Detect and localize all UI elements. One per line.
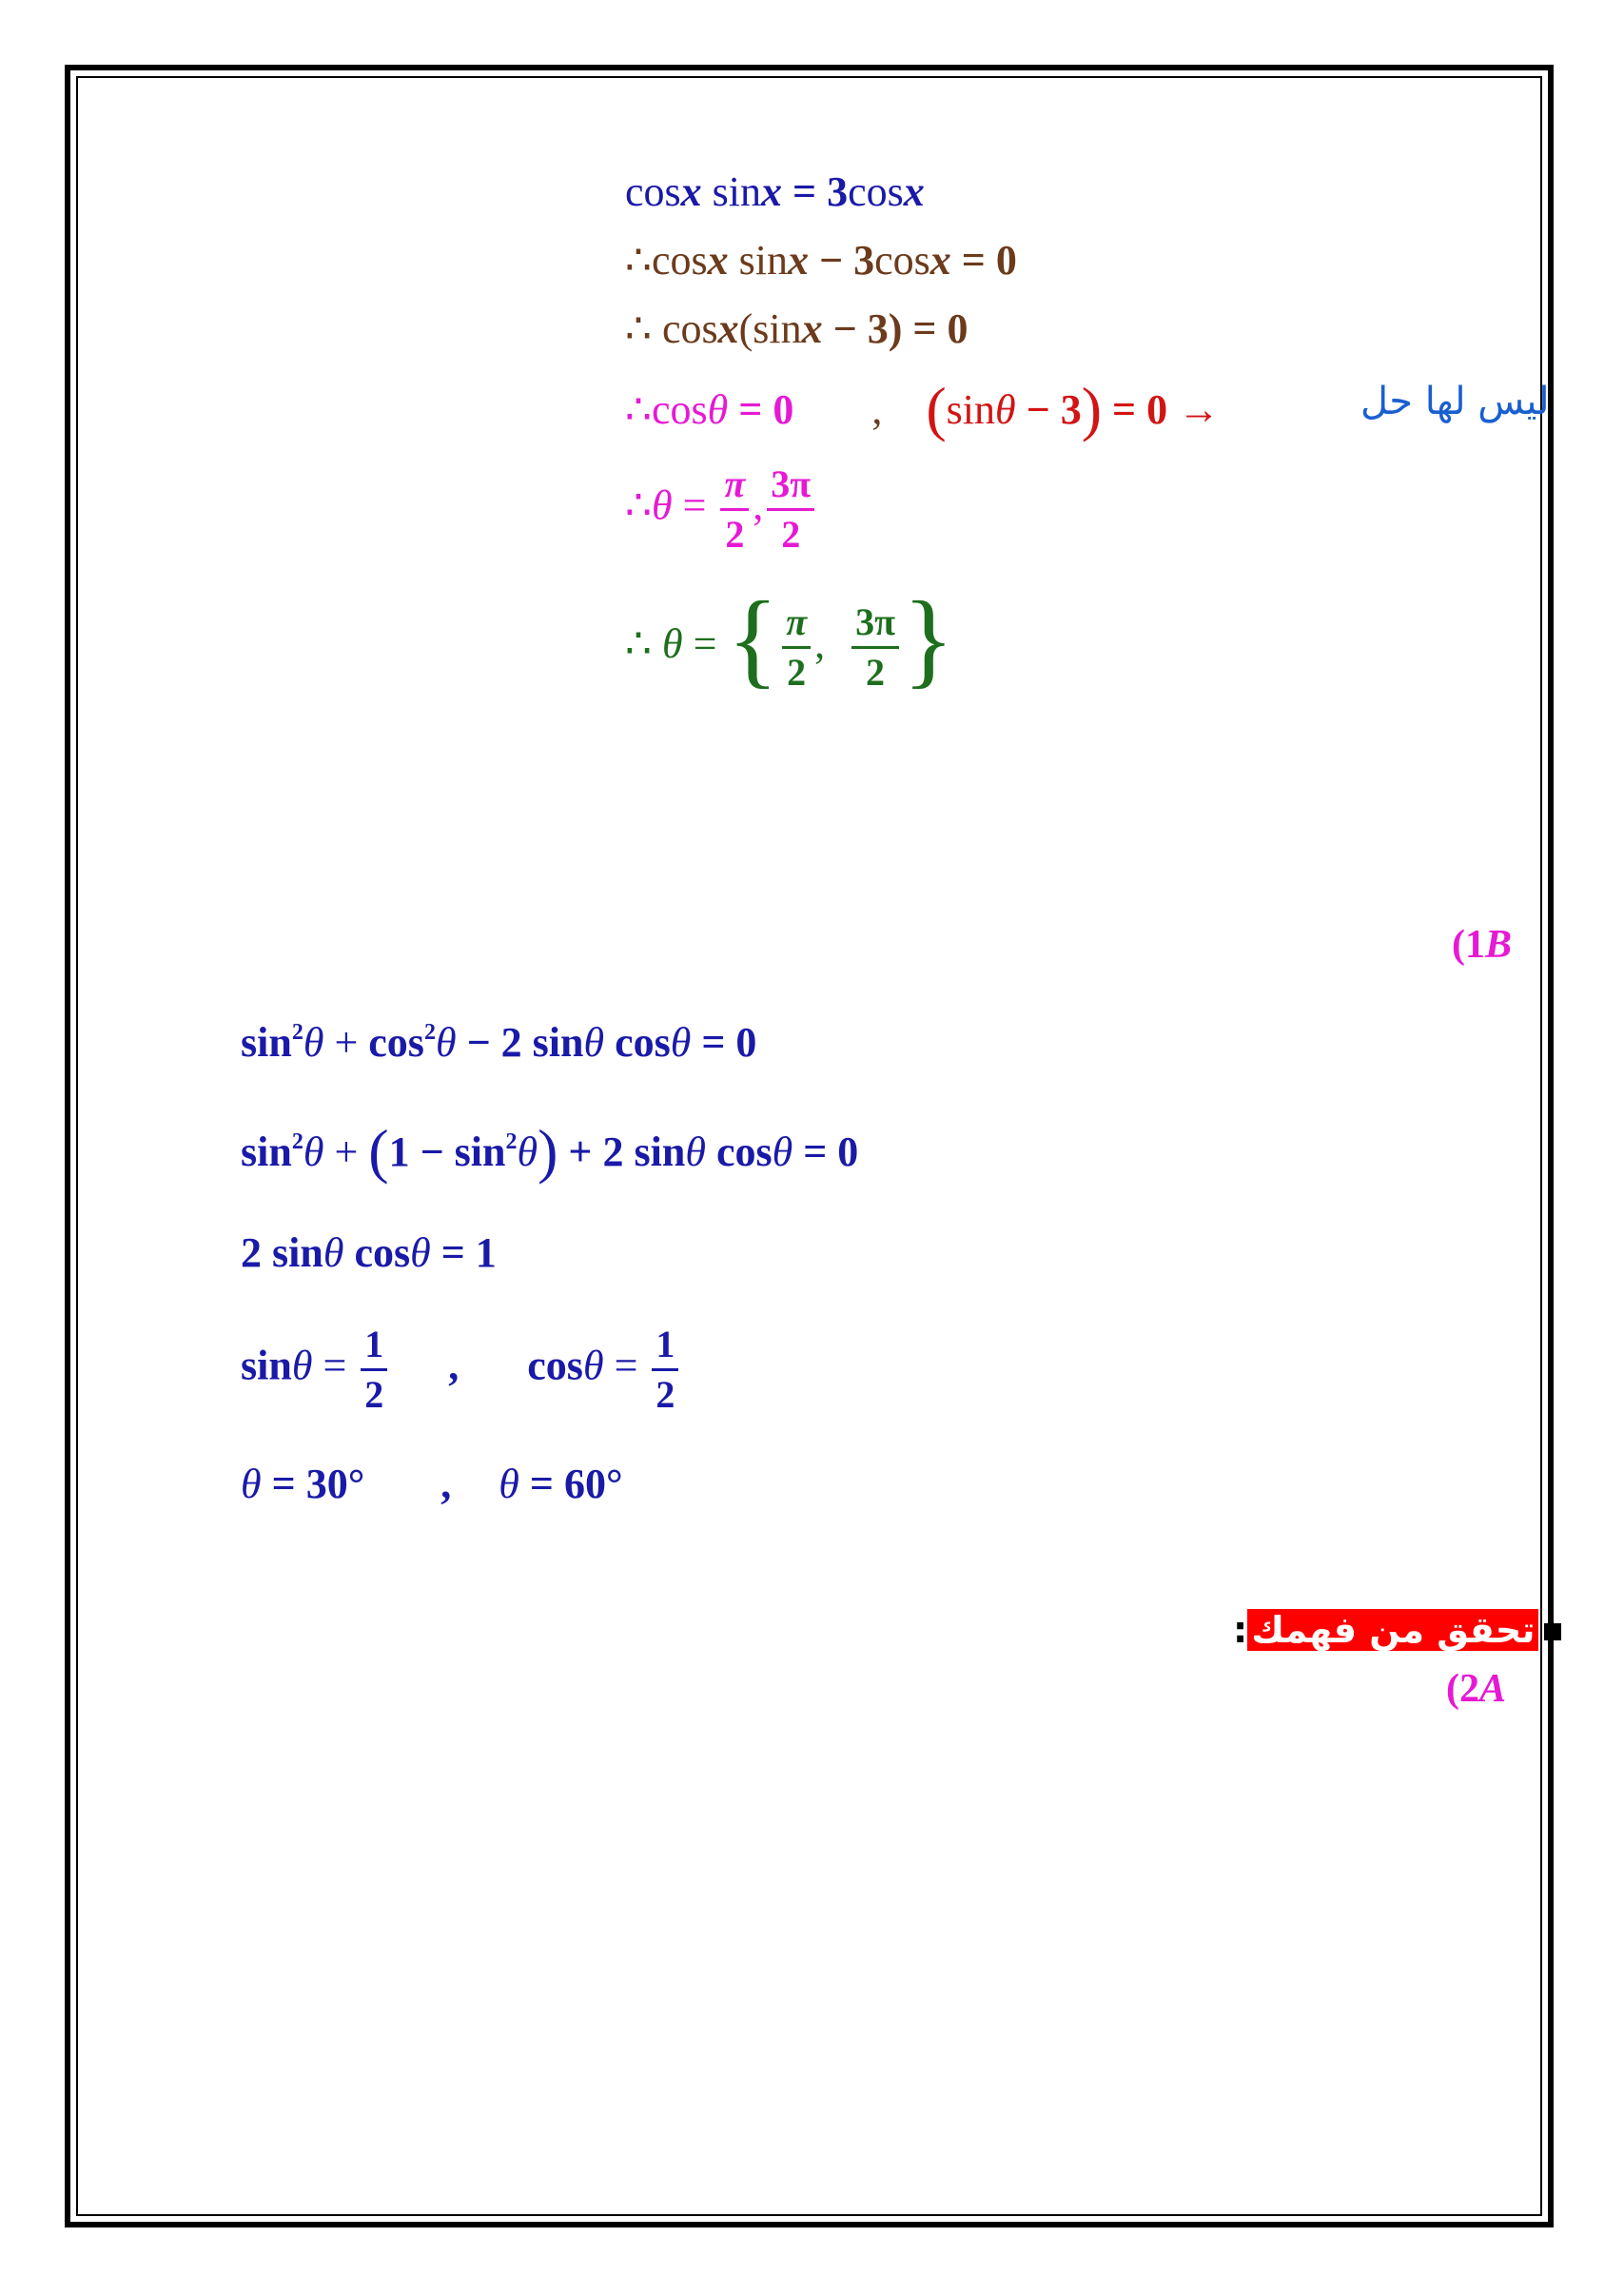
fraction-one-half-a: $\frac{1}{2}$ bbox=[361, 1325, 387, 1415]
arabic-no-solution: ليس لها حل bbox=[1360, 380, 1550, 423]
equation-2-line-4: sinθ = $\frac{1}{2}$ , cosθ = $\frac{1}{2}$ bbox=[241, 1325, 682, 1415]
equation-line-1: cosx sinx = 3cosx bbox=[625, 168, 925, 215]
equation-line-3: ∴ cosx(sinx − 3) = 0 bbox=[625, 305, 969, 352]
fraction-3pi-over-2-set: $\frac{3\pi}{2}$ bbox=[851, 602, 899, 693]
fraction-3pi-over-2: $\frac{3\pi}{2}$ bbox=[767, 464, 814, 555]
equation-line-2: ∴cosx sinx − 3cosx = 0 bbox=[625, 237, 1017, 284]
fraction-pi-over-2: $\frac{\pi}{2}$ bbox=[720, 464, 749, 555]
question-label-1b: (1B bbox=[1452, 923, 1513, 967]
equation-2-line-1: $\sin^2\theta + \cos^2\theta - 2$ sinθ cosθ = 0 bbox=[241, 1019, 757, 1066]
equation-line-5: ∴θ = $\frac{\pi}{2}$ , $\frac{3\pi}{2}$ bbox=[625, 464, 818, 555]
equation-2-line-3: 2 sinθ cosθ = 1 bbox=[241, 1229, 497, 1276]
question-label-2a: (2A bbox=[1446, 1667, 1507, 1711]
check-understanding-label: تحقق من فهمك bbox=[1247, 1609, 1538, 1651]
equation-line-6: ∴ θ = { $\frac{\pi}{2}$ , $\frac{3\pi}{2}$ } bbox=[625, 580, 954, 698]
fraction-pi-over-2-set: $\frac{\pi}{2}$ bbox=[782, 602, 811, 693]
equation-2-line-5: θ = 30° , θ = 60° bbox=[241, 1461, 623, 1507]
equation-line-4: ∴cosθ = 0 , (sinθ − 3) = 0 → bbox=[625, 375, 1221, 442]
equation-2-line-2: $\sin^2\theta + (1 - \sin^2\theta) + 2$ sinθ cosθ = 0 bbox=[241, 1117, 859, 1185]
square-bullet-icon bbox=[1544, 1623, 1561, 1640]
fraction-one-half-b: $\frac{1}{2}$ bbox=[652, 1325, 678, 1415]
check-understanding-heading: تحقق من فهمك: bbox=[1233, 1612, 1561, 1648]
